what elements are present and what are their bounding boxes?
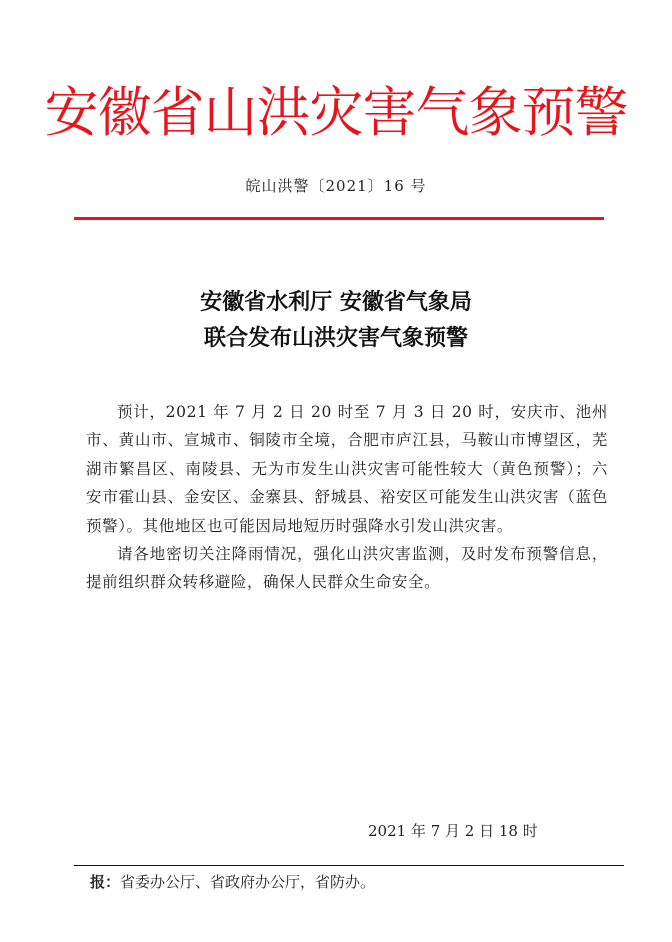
document-body	[86, 398, 608, 597]
subject-line-issuers: 安徽省水利厅 安徽省气象局	[200, 290, 472, 315]
subject-line-title: 联合发布山洪灾害气象预警	[203, 326, 468, 351]
document-number: 皖山洪警〔2021〕16 号	[245, 177, 427, 195]
cc-label: 报：	[90, 873, 121, 891]
document-header-title: 安徽省山洪灾害气象预警	[44, 81, 628, 144]
footer-divider	[74, 865, 624, 866]
issue-date: 2021 年 7 月 2 日 18 时	[368, 822, 538, 840]
header-red-divider	[74, 217, 604, 220]
document-subject	[0, 285, 672, 357]
body-paragraph-forecast: 预计，2021 年 7 月 2 日 20 时至 7 月 3 日 20 时，安庆市、池州市、黄山市、宣城市、铜陵市全境，合肥市庐江县，马鞍山市博望区，芜湖市繁昌区、南陵县、无为市发生山洪灾害可能性较大（黄色预警）；六安市霍山县、金安区、金寨县、舒城县、裕安区可能发生山洪灾害（蓝色预警）。其他地区也可能因局地短历时强降水引发山洪灾害。	[86, 403, 608, 535]
cc-recipients: 省委办公厅、省政府办公厅，省防办。	[120, 873, 376, 891]
body-paragraph-instructions: 请各地密切关注降雨情况，强化山洪灾害监测，及时发布预警信息，提前组织群众转移避险，确保人民群众生命安全。	[86, 545, 608, 592]
cc-recipients-line	[90, 871, 375, 893]
